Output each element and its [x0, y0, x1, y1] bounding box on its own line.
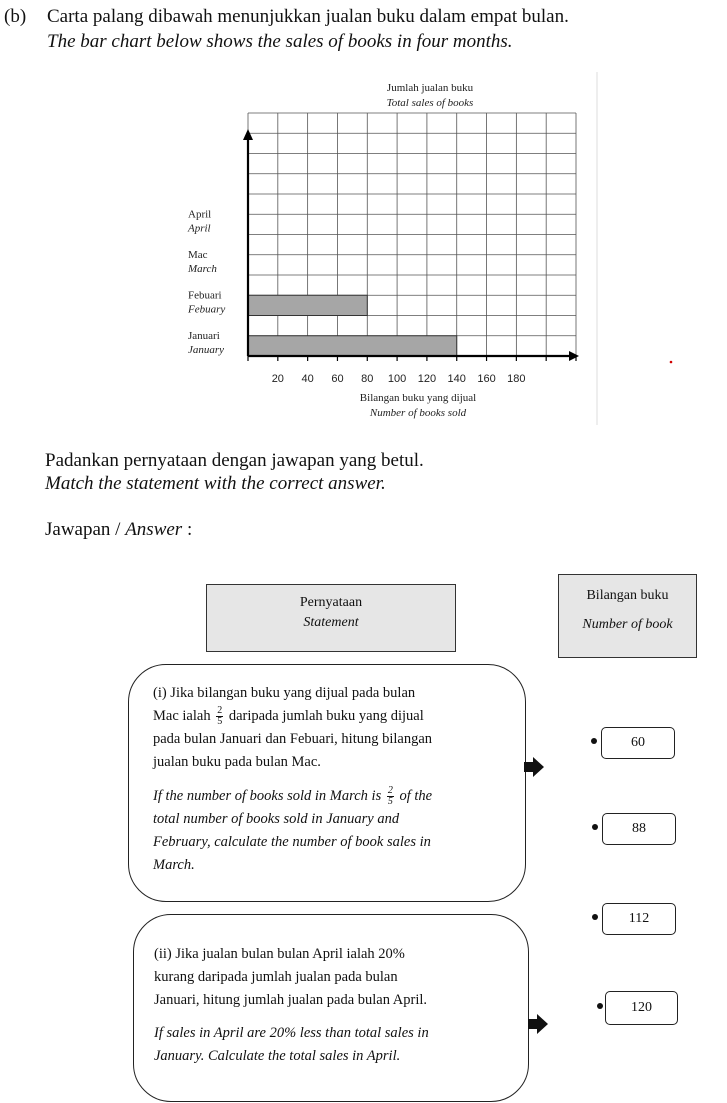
- s2-english-line-1: If sales in April are 20% less than total sales in: [154, 1025, 429, 1041]
- tick-label: 160: [477, 373, 496, 385]
- tick-label: 100: [387, 373, 407, 385]
- tick-label: 140: [447, 373, 466, 385]
- arrow-right-icon: [522, 756, 546, 778]
- s1-english-line-3: February, calculate the number of book sales in: [153, 834, 431, 850]
- tick-label: 60: [331, 373, 344, 385]
- answer-label: [45, 518, 192, 542]
- s2-malay-line-3: Januari, hitung jumlah jualan pada bulan April.: [154, 992, 428, 1008]
- frac-den: 5: [217, 716, 223, 728]
- category-label-en: Febuary: [188, 303, 226, 316]
- statement-header-english: Statement: [303, 615, 359, 630]
- s1-malay-line-1: (i) Jika bilangan buku yang dijual pada bulan: [153, 685, 416, 701]
- s1-english-line-2: total number of books sold in January and: [153, 811, 400, 827]
- tick-label: 40: [301, 373, 314, 385]
- frac-num-en: 2: [387, 785, 393, 797]
- s1-english-line-1a: If the number of books sold in March is: [153, 788, 382, 804]
- frac-num: 2: [217, 705, 223, 717]
- s1-malay-line-2a: Mac ialah: [153, 708, 211, 724]
- instruction-malay: Padankan pernyataan dengan jawapan yang betul.: [45, 450, 424, 471]
- question-text-malay: Carta palang dibawah menunjukkan jualan buku dalam empat bulan.: [47, 6, 569, 27]
- statement-box-1: [128, 664, 526, 902]
- statement-header-malay: Pernyataan: [299, 595, 363, 610]
- chart-xlabel: Bilangan buku yang dijual: [359, 392, 477, 404]
- chart-grid: [248, 113, 576, 356]
- category-label-en: April: [188, 222, 211, 235]
- answer-option-60[interactable]: 60: [601, 727, 675, 759]
- frac-den-en: 5: [387, 796, 393, 808]
- x-axis-arrowhead: [569, 351, 579, 361]
- chart-bars: [248, 295, 457, 356]
- bar-chart: [0, 0, 727, 430]
- chart-xlabel-en: Number of books sold: [369, 407, 467, 419]
- s2-malay-line-2: kurang daripada jumlah jualan pada bulan: [154, 969, 398, 985]
- statement-header: [206, 584, 456, 652]
- category-label-en: January: [188, 343, 225, 356]
- answer-option-120[interactable]: 120: [605, 991, 678, 1025]
- s2-english-line-2: January. Calculate the total sales in April.: [154, 1048, 401, 1064]
- chart-title: Jumlah jualan buku: [386, 82, 474, 94]
- number-header: [558, 574, 697, 658]
- answer-label-colon: :: [186, 519, 193, 540]
- stray-dot: [670, 361, 673, 364]
- category-label-en: March: [188, 262, 217, 275]
- tick-label: 80: [361, 373, 374, 385]
- s1-english-line-1: [153, 785, 525, 808]
- answer-label-malay: Jawapan /: [45, 519, 121, 540]
- s1-english-line-4: March.: [153, 857, 195, 873]
- bar-febuary: [248, 295, 367, 315]
- s1-malay-line-2b: daripada jumlah buku yang dijual: [228, 708, 424, 724]
- s1-malay-line-2: [153, 705, 525, 728]
- match-dot[interactable]: [591, 738, 597, 744]
- match-dot[interactable]: [597, 1003, 603, 1009]
- answer-option-112[interactable]: 112: [602, 903, 676, 935]
- question-label: (b): [4, 6, 27, 27]
- chart-axes: [243, 129, 579, 361]
- s1-english-line-1b: of the: [399, 788, 433, 804]
- tick-label: 120: [417, 373, 437, 385]
- chart-categories: [187, 208, 225, 356]
- category-label: Januari: [188, 329, 220, 342]
- answer-label-english: Answer: [125, 519, 183, 540]
- s2-malay-line-1: (ii) Jika jualan bulan bulan April ialah 20%: [154, 946, 405, 962]
- s1-malay-line-4: jualan buku pada bulan Mac.: [153, 754, 321, 770]
- bar-january: [248, 336, 457, 356]
- chart-title-en: Total sales of books: [386, 97, 474, 109]
- tick-label: 20: [271, 373, 284, 385]
- fraction-two-fifths-en: [387, 786, 394, 807]
- chart-ticks: [272, 373, 526, 385]
- answer-option-88[interactable]: 88: [602, 813, 676, 845]
- tick-label: 180: [507, 373, 526, 385]
- arrow-right-icon: [526, 1013, 550, 1035]
- match-dot[interactable]: [592, 914, 598, 920]
- category-label: April: [188, 208, 212, 221]
- number-header-malay: Bilangan buku: [586, 588, 669, 603]
- statement-box-2: [133, 914, 529, 1102]
- category-label: Febuari: [188, 289, 222, 302]
- fraction-two-fifths: [216, 706, 223, 727]
- question-text-english: The bar chart below shows the sales of books in four months.: [47, 31, 513, 52]
- number-header-english: Number of book: [582, 617, 673, 632]
- category-label: Mac: [188, 248, 208, 261]
- instruction-english: Match the statement with the correct answer.: [45, 473, 386, 494]
- match-dot[interactable]: [592, 824, 598, 830]
- s1-malay-line-3: pada bulan Januari dan Febuari, hitung bilangan: [153, 731, 433, 747]
- y-axis-arrowhead: [243, 129, 253, 140]
